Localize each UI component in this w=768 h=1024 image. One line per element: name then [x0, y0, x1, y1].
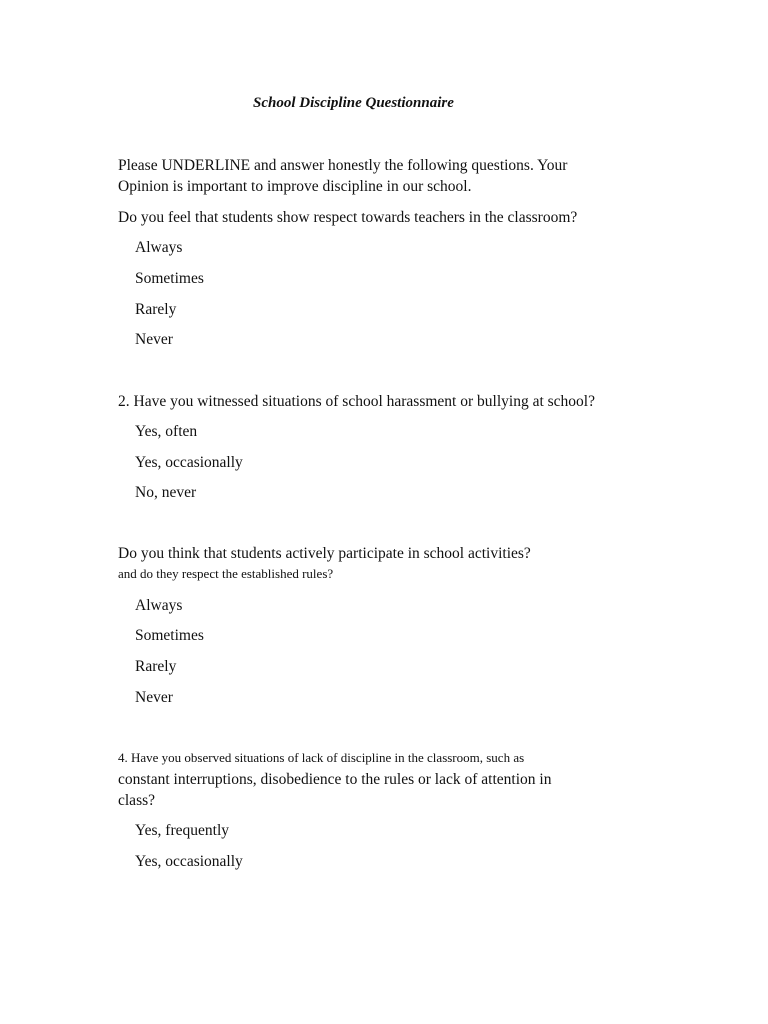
q3-option-never[interactable]: Never	[135, 689, 173, 706]
question-1: Do you feel that students show respect towards teachers in the classroom?	[118, 209, 578, 226]
q1-option-sometimes[interactable]: Sometimes	[135, 270, 204, 287]
q2-option-yes-often[interactable]: Yes, often	[135, 423, 198, 440]
question-3-line-2: and do they respect the established rules?	[118, 566, 334, 581]
q1-option-never[interactable]: Never	[135, 331, 173, 348]
q3-option-sometimes[interactable]: Sometimes	[135, 627, 204, 644]
question-4-line-2: constant interruptions, disobedience to the rules or lack of attention in	[118, 771, 552, 788]
q2-option-no-never[interactable]: No, never	[135, 484, 197, 501]
intro-line-1: Please UNDERLINE and answer honestly the following questions. Your	[118, 157, 568, 174]
question-4-line-1: 4. Have you observed situations of lack of discipline in the classroom, such as	[118, 750, 525, 765]
q2-option-yes-occasionally[interactable]: Yes, occasionally	[135, 454, 243, 471]
q3-option-always[interactable]: Always	[135, 597, 183, 614]
question-4-line-3: class?	[118, 792, 156, 809]
intro-line-2: Opinion is important to improve discipline in our school.	[118, 178, 472, 195]
q1-option-rarely[interactable]: Rarely	[135, 301, 177, 318]
q1-option-always[interactable]: Always	[135, 239, 183, 256]
q4-option-yes-frequently[interactable]: Yes, frequently	[135, 822, 229, 839]
q3-option-rarely[interactable]: Rarely	[135, 658, 177, 675]
question-3-line-1: Do you think that students actively participate in school activities?	[118, 545, 531, 562]
document-title: School Discipline Questionnaire	[253, 95, 454, 111]
q4-option-yes-occasionally[interactable]: Yes, occasionally	[135, 853, 243, 870]
question-2: 2. Have you witnessed situations of school harassment or bullying at school?	[118, 393, 595, 410]
